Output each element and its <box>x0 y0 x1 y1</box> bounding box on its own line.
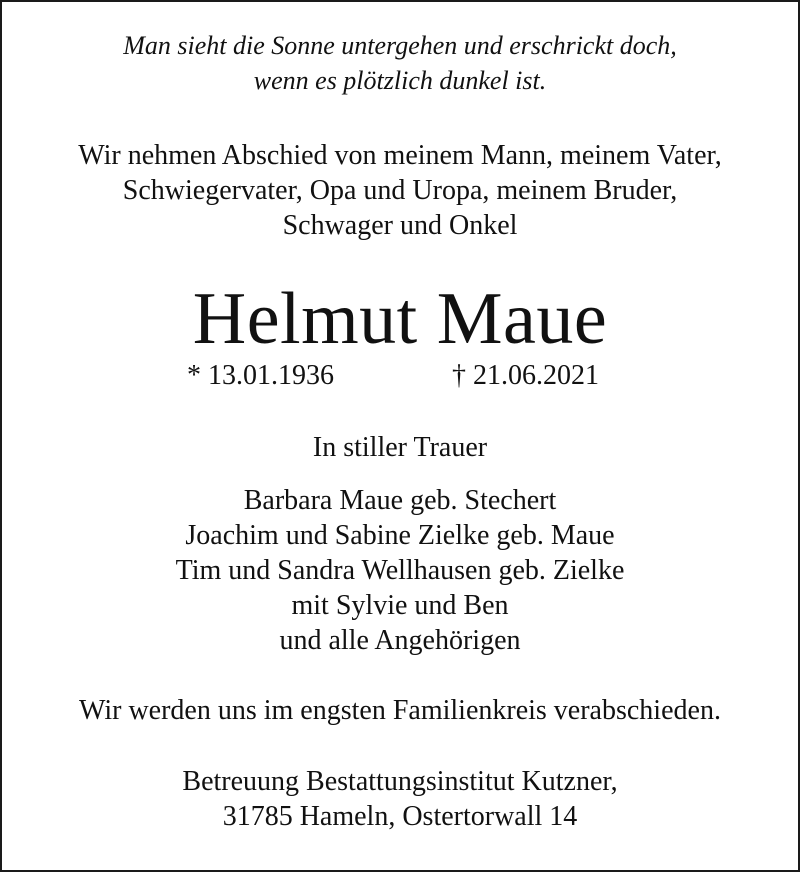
intro-line: Schwager und Onkel <box>282 210 518 241</box>
intro-line: Wir nehmen Abschied von meinem Mann, meinem Vater, <box>78 140 722 171</box>
motto-line: Man sieht die Sonne untergehen und erschrickt doch, <box>123 31 677 60</box>
mourner-line: mit Sylvie und Ben <box>291 590 509 621</box>
birth-date: * 13.01.1936 <box>187 360 334 391</box>
mourner-line: Barbara Maue geb. Stechert <box>243 485 557 516</box>
funeral-home-line: 31785 Hameln, Ostertorwall 14 <box>222 801 578 832</box>
motto-line: wenn es plötzlich dunkel ist. <box>253 66 547 95</box>
mourner-line: und alle Angehörigen <box>279 625 521 656</box>
funeral-home-line: Betreuung Bestattungsinstitut Kutzner, <box>182 766 618 797</box>
mourning-heading: In stiller Trauer <box>312 432 488 463</box>
death-date: † 21.06.2021 <box>452 360 599 391</box>
intro-line: Schwiegervater, Opa und Uropa, meinem Bruder, <box>122 175 678 206</box>
farewell-note: Wir werden uns im engsten Familienkreis verabschieden. <box>79 695 721 726</box>
mourner-line: Joachim und Sabine Zielke geb. Maue <box>185 520 615 551</box>
deceased-name: Helmut Maue <box>192 278 608 360</box>
mourner-line: Tim und Sandra Wellhausen geb. Zielke <box>175 555 625 586</box>
